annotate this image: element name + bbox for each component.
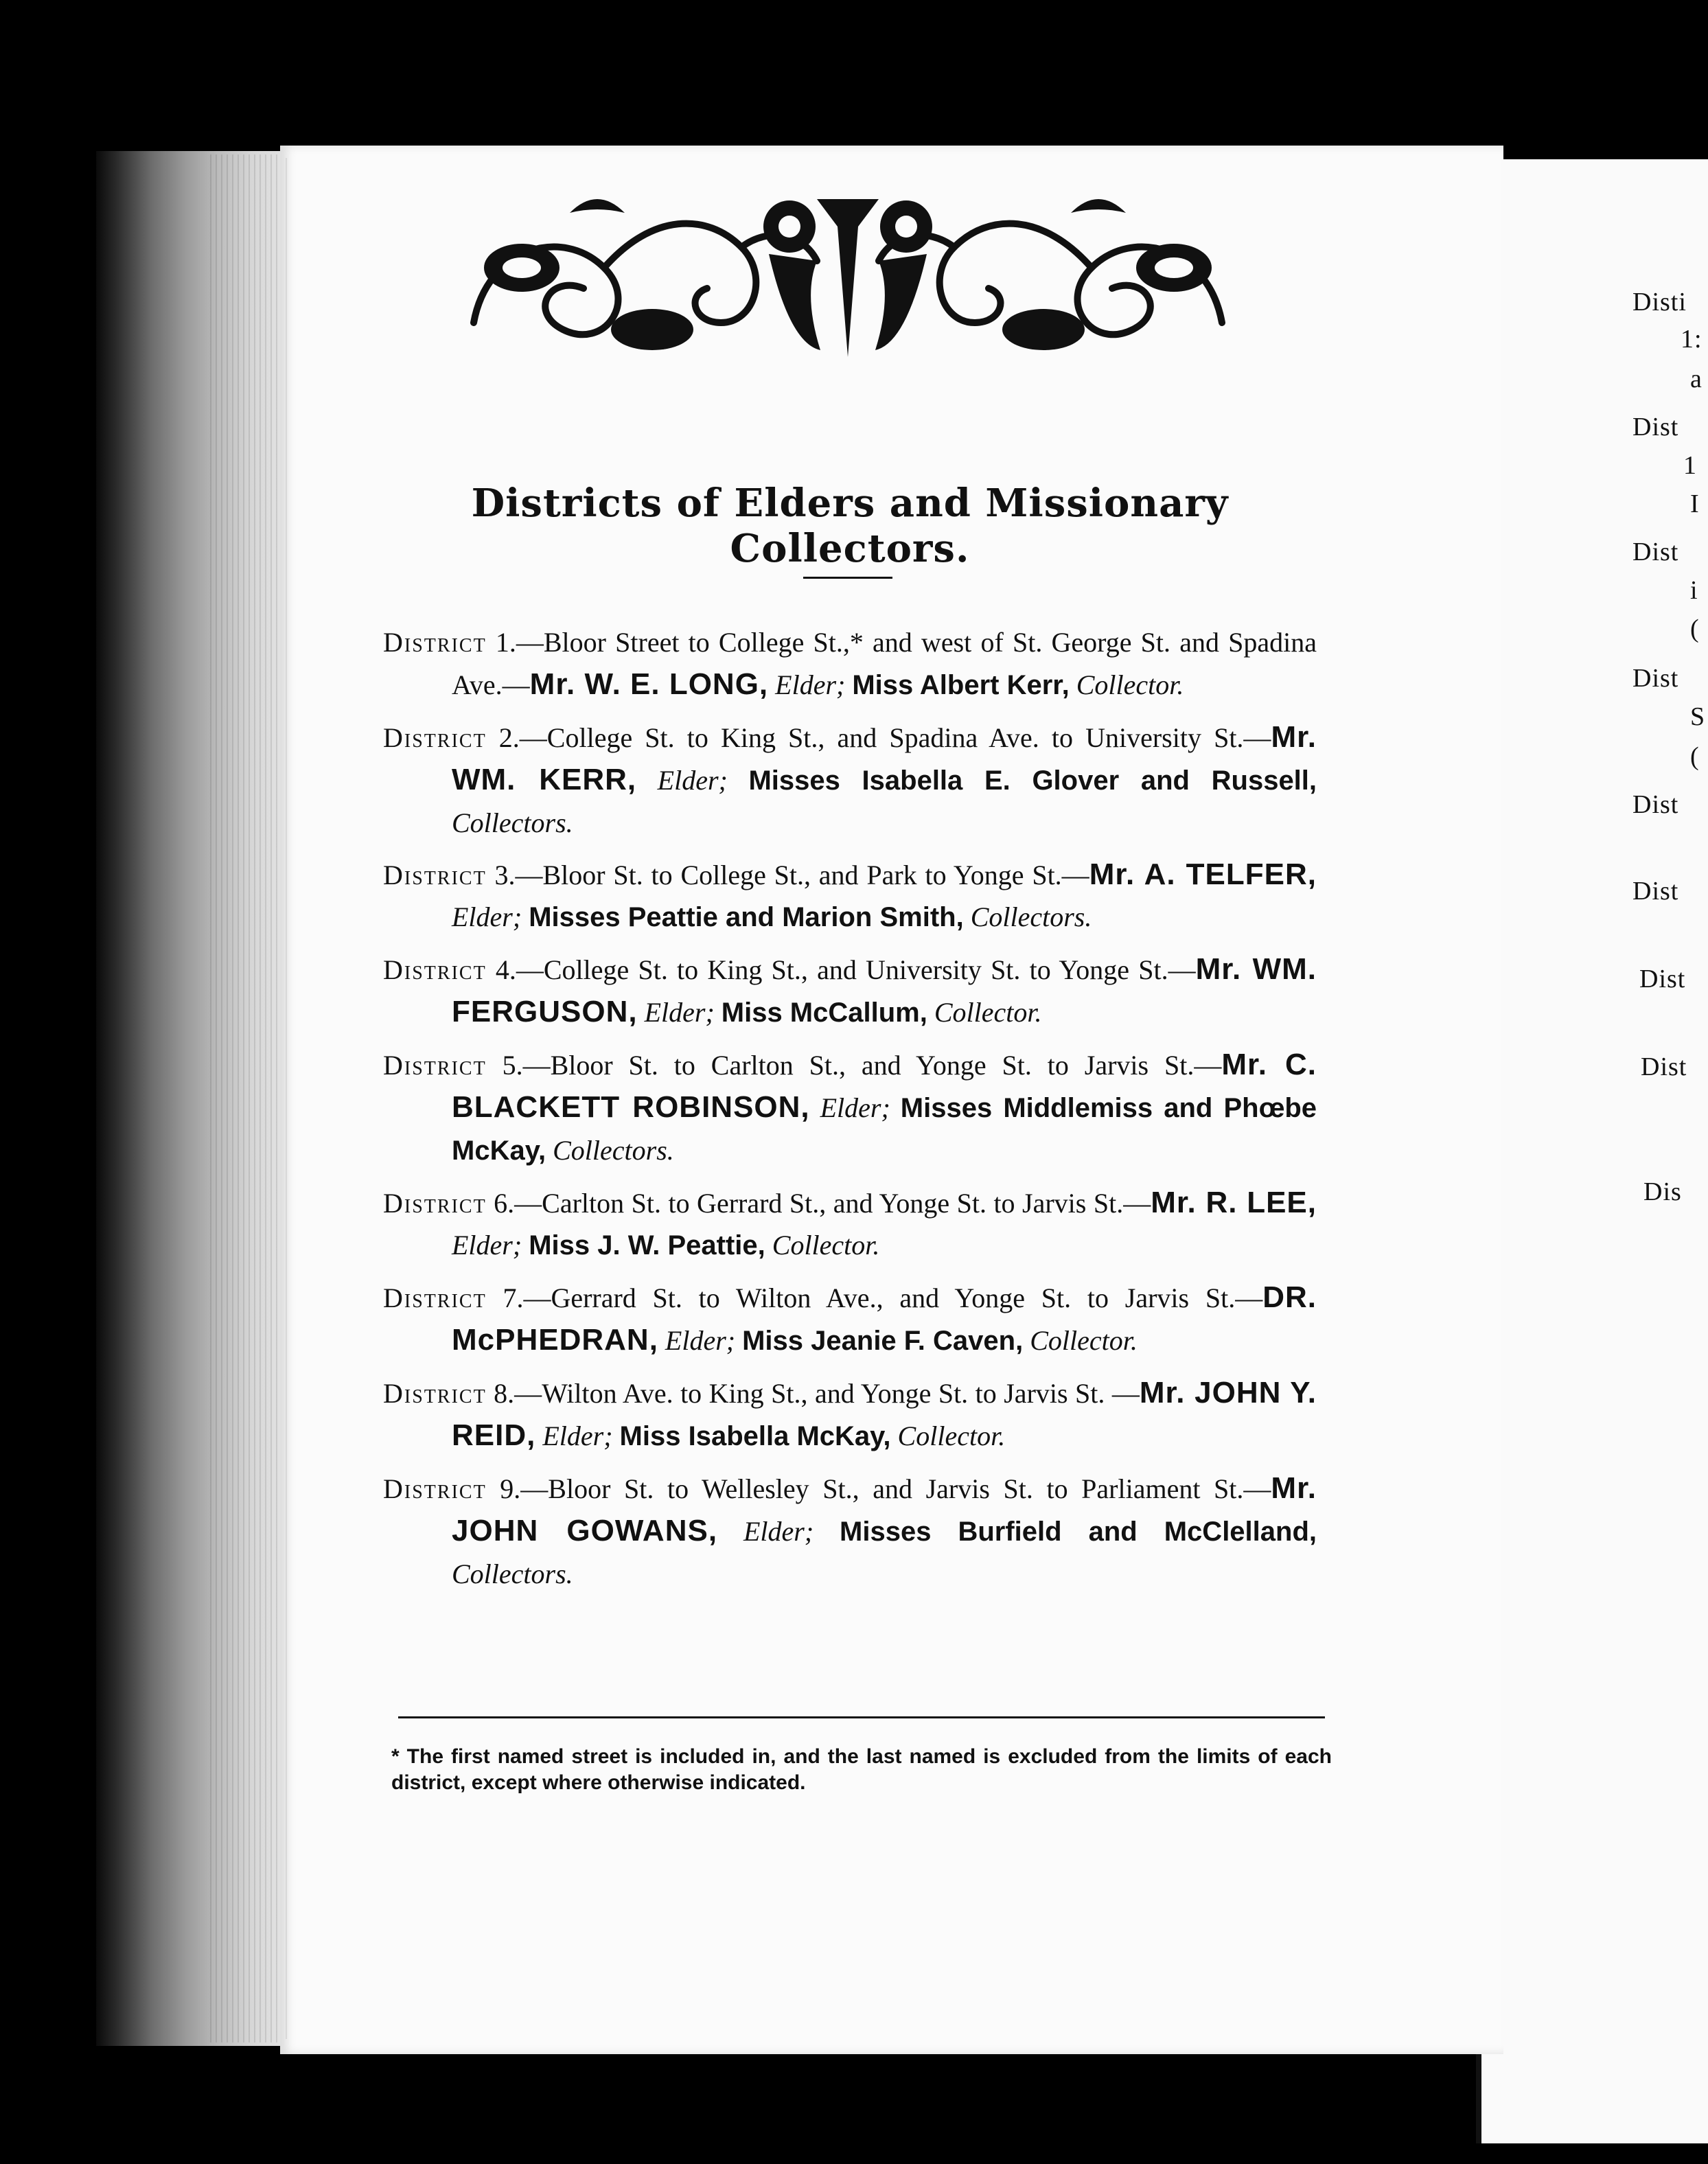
district-number: 4. bbox=[495, 954, 516, 985]
elder-name: DR. McPHEDRAN, bbox=[452, 1280, 1317, 1357]
elder-name: Mr. JOHN Y. REID, bbox=[452, 1376, 1317, 1452]
district-boundaries: —Bloor Street to College St.,* and west of St. George St. and Spadina Ave.— bbox=[452, 627, 1317, 700]
district-entry bbox=[383, 621, 1317, 706]
elder-name: Mr. WM. KERR, bbox=[452, 720, 1317, 796]
footnote-rule bbox=[398, 1716, 1325, 1718]
district-boundaries: —Carlton St. to Gerrard St., and Yonge St. to Jarvis St.— bbox=[514, 1188, 1151, 1219]
facing-text: Dist bbox=[1639, 965, 1686, 993]
district-number: 7. bbox=[503, 1282, 524, 1313]
collector-role: Collector. bbox=[1076, 669, 1184, 700]
elder-name: Mr. W. E. LONG, bbox=[529, 667, 769, 701]
collector-name: Misses Peattie and Marion Smith, bbox=[529, 902, 964, 932]
district-number: 2. bbox=[498, 722, 520, 753]
collector-role: Collector. bbox=[897, 1420, 1006, 1451]
elder-role: Elder; bbox=[775, 669, 846, 700]
facing-text: I bbox=[1690, 490, 1700, 518]
district-entry bbox=[383, 1276, 1317, 1362]
page-leaves bbox=[206, 154, 288, 2042]
district-entry bbox=[383, 1467, 1317, 1595]
facing-page bbox=[1476, 159, 1708, 2143]
district-entry bbox=[383, 1044, 1317, 1172]
elder-name: Mr. C. BLACKETT ROBINSON, bbox=[452, 1048, 1317, 1124]
facing-text: Dist bbox=[1632, 413, 1679, 441]
district-label: District bbox=[383, 1282, 487, 1313]
district-boundaries: —College St. to King St., and University St. to Yonge St.— bbox=[516, 954, 1196, 985]
district-label: District bbox=[383, 860, 487, 890]
collector-role: Collector. bbox=[934, 997, 1042, 1028]
elder-role: Elder; bbox=[644, 997, 715, 1028]
facing-text: Dist bbox=[1632, 664, 1679, 693]
collector-name: Miss Albert Kerr, bbox=[852, 670, 1070, 700]
collector-name: Misses Middlemiss and Phœbe McKay, bbox=[452, 1093, 1317, 1166]
collector-role: Collectors. bbox=[553, 1135, 674, 1166]
collector-name: Miss Isabella McKay, bbox=[619, 1421, 891, 1451]
district-boundaries: —Bloor St. to College St., and Park to Yonge St.— bbox=[515, 860, 1089, 890]
facing-text: S bbox=[1690, 702, 1706, 731]
district-number: 1. bbox=[495, 627, 516, 658]
facing-text: Dist bbox=[1632, 877, 1679, 906]
district-label: District bbox=[383, 722, 487, 753]
district-entry bbox=[383, 716, 1317, 844]
district-label: District bbox=[383, 627, 487, 658]
district-number: 6. bbox=[494, 1188, 515, 1219]
district-label: District bbox=[383, 1473, 487, 1504]
district-number: 5. bbox=[502, 1050, 523, 1081]
elder-role: Elder; bbox=[657, 765, 728, 796]
collector-name: Miss Jeanie F. Caven, bbox=[742, 1326, 1024, 1356]
facing-text: ( bbox=[1690, 742, 1700, 771]
facing-text: Dis bbox=[1643, 1177, 1682, 1206]
district-number: 3. bbox=[494, 860, 516, 890]
district-label: District bbox=[383, 1050, 487, 1081]
facing-text: Disti bbox=[1632, 288, 1687, 316]
facing-text: a bbox=[1690, 365, 1703, 393]
district-number: 9. bbox=[500, 1473, 521, 1504]
facing-text: 1 bbox=[1683, 451, 1697, 480]
footnote: * The first named street is included in, and the last named is excluded from the limits of each district, except where otherwise indicated. bbox=[391, 1745, 1332, 1794]
elder-role: Elder; bbox=[452, 901, 522, 932]
collector-name: Miss McCallum, bbox=[721, 998, 927, 1028]
district-entry bbox=[383, 1182, 1317, 1267]
collector-role: Collectors. bbox=[970, 901, 1092, 932]
facing-text: Dist bbox=[1632, 538, 1679, 566]
district-entry bbox=[383, 853, 1317, 939]
facing-text: Dist bbox=[1632, 790, 1679, 819]
collector-name: Misses Isabella E. Glover and Russell, bbox=[748, 766, 1317, 796]
facing-text: Dist bbox=[1641, 1052, 1687, 1081]
district-boundaries: —Bloor St. to Carlton St., and Yonge St. to Jarvis St.— bbox=[522, 1050, 1222, 1081]
collector-role: Collectors. bbox=[452, 1558, 573, 1589]
elder-role: Elder; bbox=[743, 1516, 814, 1547]
district-label: District bbox=[383, 1378, 487, 1409]
collector-role: Collector. bbox=[772, 1230, 880, 1261]
district-boundaries: —College St. to King St., and Spadina Ave. to University St.— bbox=[519, 722, 1271, 753]
collector-role: Collectors. bbox=[452, 807, 573, 838]
elder-name: Mr. JOHN GOWANS, bbox=[452, 1471, 1317, 1547]
elder-name: Mr. R. LEE, bbox=[1151, 1186, 1317, 1219]
elder-name: Mr. WM. FERGUSON, bbox=[452, 952, 1317, 1028]
elder-role: Elder; bbox=[820, 1092, 890, 1123]
collector-role: Collector. bbox=[1030, 1325, 1138, 1356]
elder-role: Elder; bbox=[665, 1325, 736, 1356]
elder-role: Elder; bbox=[452, 1230, 522, 1261]
district-label: District bbox=[383, 954, 487, 985]
facing-text: ( bbox=[1690, 614, 1700, 643]
district-number: 8. bbox=[494, 1378, 515, 1409]
collector-name: Miss J. W. Peattie, bbox=[529, 1230, 765, 1261]
district-entry bbox=[383, 948, 1317, 1034]
district-entry bbox=[383, 1372, 1317, 1458]
elder-role: Elder; bbox=[542, 1420, 613, 1451]
page-title: Districts of Elders and Missionary Collectors. bbox=[471, 481, 1229, 571]
district-label: District bbox=[383, 1188, 487, 1219]
district-boundaries: —Wilton Ave. to King St., and Yonge St. to Jarvis St. — bbox=[514, 1378, 1140, 1409]
ornament-headpiece bbox=[446, 185, 1249, 371]
district-boundaries: —Bloor St. to Wellesley St., and Jarvis St. to Parliament St.— bbox=[520, 1473, 1271, 1504]
collector-name: Misses Burfield and McClelland, bbox=[840, 1517, 1317, 1547]
district-boundaries: —Gerrard St. to Wilton Ave., and Yonge St. to Jarvis St.— bbox=[523, 1282, 1263, 1313]
elder-name: Mr. A. TELFER, bbox=[1089, 857, 1317, 891]
facing-text: i bbox=[1690, 576, 1698, 605]
title-rule bbox=[803, 577, 892, 579]
facing-text: 1: bbox=[1681, 325, 1703, 354]
district-list bbox=[383, 621, 1317, 1604]
